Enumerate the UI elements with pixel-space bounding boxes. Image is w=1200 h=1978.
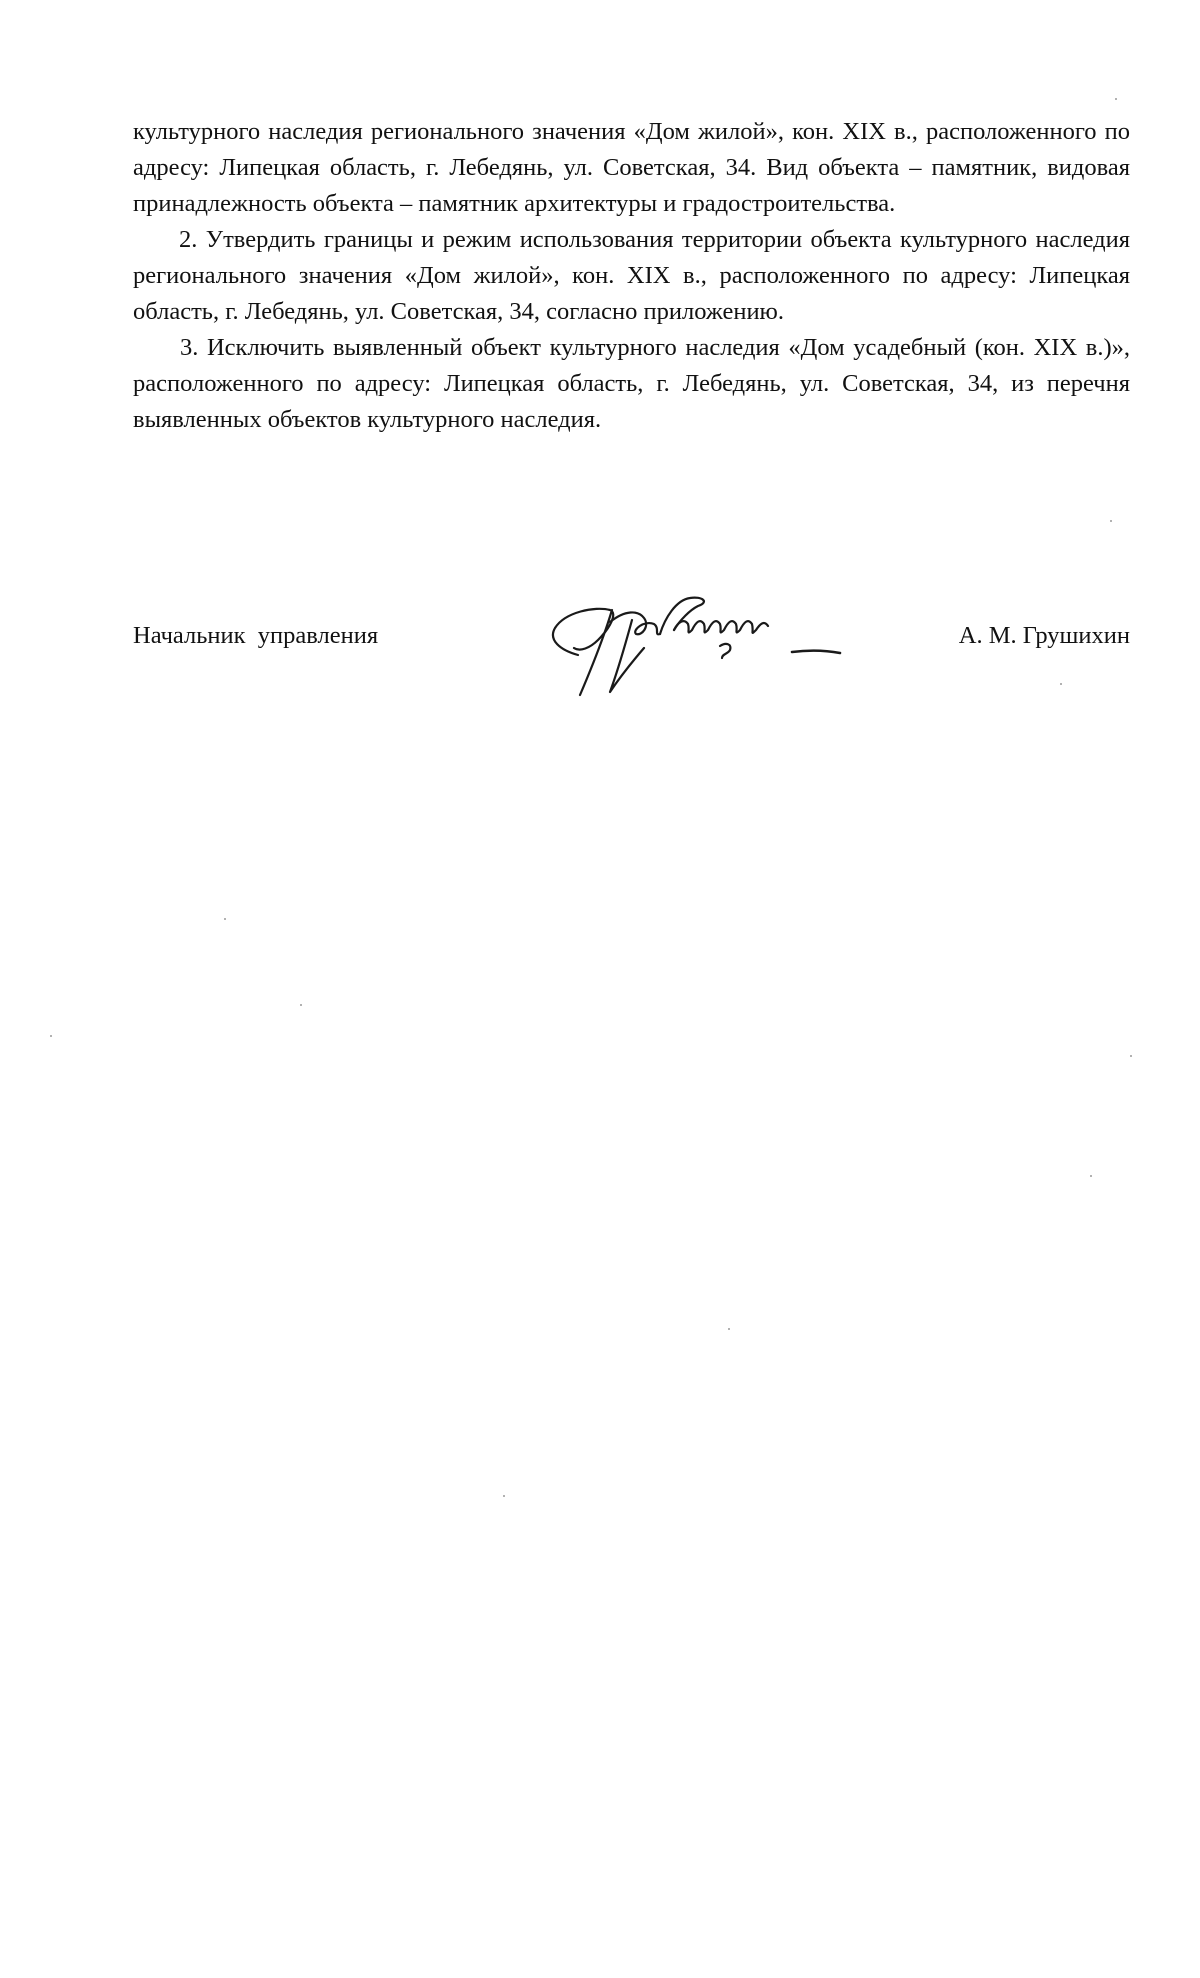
handwritten-signature bbox=[540, 570, 890, 710]
document-body bbox=[133, 114, 1130, 438]
paragraph-continuation: культурного наследия регионального значения «Дом жилой», кон. XIX в., расположенного по адресу: Липецкая область, г. Лебедянь, ул. Советская, 34. Вид объекта – памятник, видовая принадлежность объекта – памятник архитектуры и градостроительства. bbox=[133, 118, 1130, 217]
scan-speck bbox=[503, 1495, 505, 1497]
scan-speck bbox=[1090, 1175, 1092, 1177]
scan-speck bbox=[300, 1004, 302, 1006]
signatory-position: Начальник управления bbox=[133, 622, 379, 649]
scan-speck bbox=[1115, 98, 1117, 100]
scan-speck bbox=[1130, 1055, 1132, 1057]
paragraph-item-3: 3. Исключить выявленный объект культурного наследия «Дом усадебный (кон. XIX в.)», расположенного по адресу: Липецкая область, г. Лебедянь, ул. Советская, 34, из перечня выявленных объектов культурного наследия. bbox=[133, 334, 1130, 433]
paragraph-item-2: 2. Утвердить границы и режим использования территории объекта культурного наследия регионального значения «Дом жилой», кон. XIX в., расположенного по адресу: Липецкая область, г. Лебедянь, ул. Советская, 34, согласно приложению. bbox=[133, 226, 1130, 325]
scan-speck bbox=[50, 1035, 52, 1037]
scan-speck bbox=[224, 918, 226, 920]
scan-speck bbox=[1060, 683, 1062, 685]
signatory-name: А. М. Грушихин bbox=[958, 622, 1130, 649]
scan-speck bbox=[1110, 520, 1112, 522]
scan-speck bbox=[728, 1328, 730, 1330]
